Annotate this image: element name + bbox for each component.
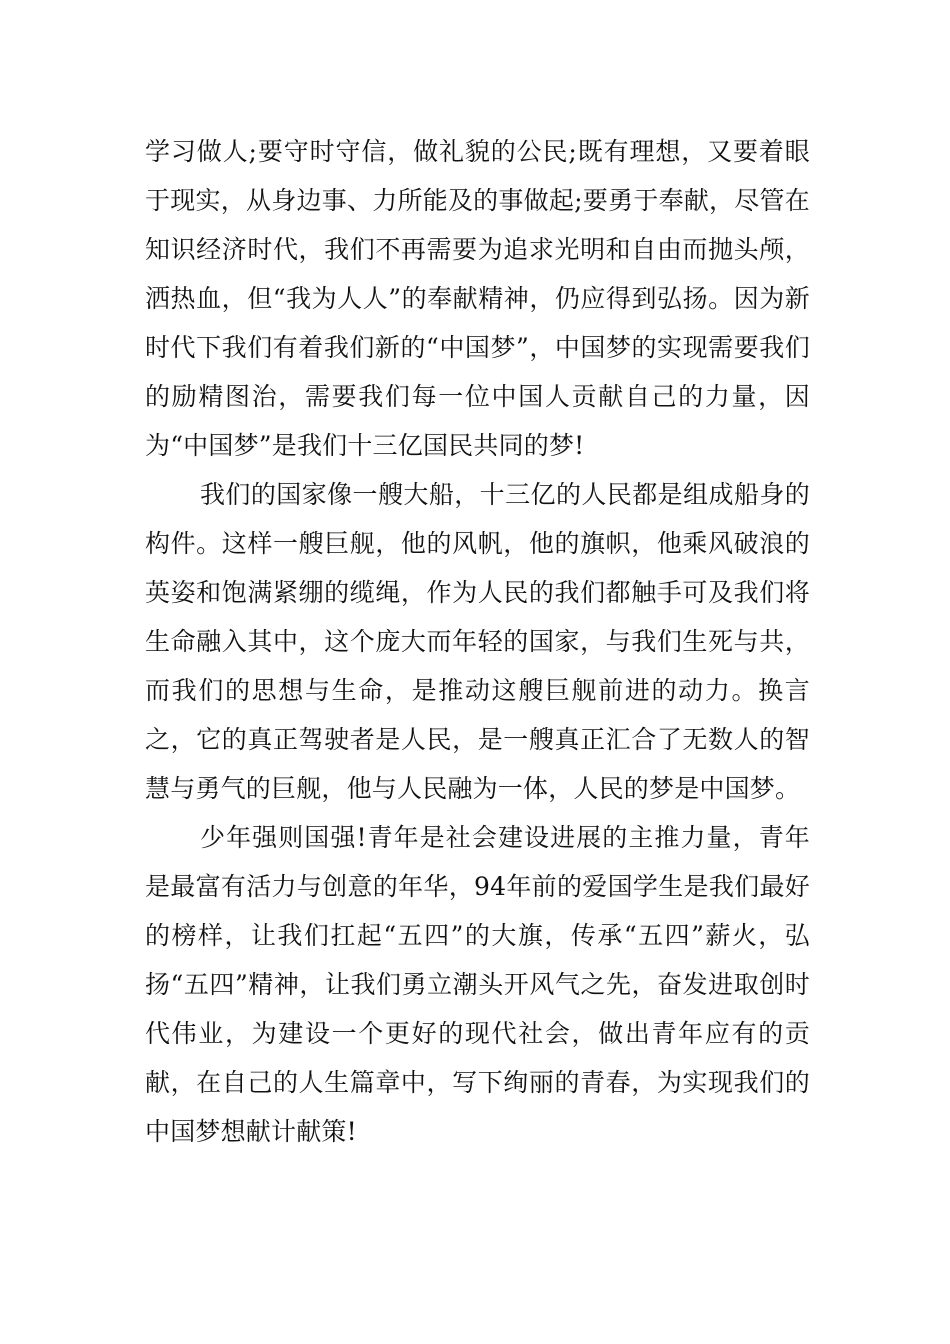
document-body [145,127,810,1156]
paragraph-1: 学习做人;要守时守信，做礼貌的公民;既有理想，又要着眼于现实，从身边事、力所能及的事做起;要勇于奉献，尽管在知识经济时代，我们不再需要为追求光明和自由而抛头颅，洒热血，但“我为人人”的奉献精神，仍应得到弘扬。因为新时代下我们有着我们新的“中国梦”，中国梦的实现需要我们的励精图治，需要我们每一位中国人贡献自己的力量，因为“中国梦”是我们十三亿国民共同的梦! [145,137,810,460]
paragraph-3: 少年强则国强!青年是社会建设进展的主推力量，青年是最富有活力与创意的年华，94年前的爱国学生是我们最好的榜样，让我们扛起“五四”的大旗，传承“五四”薪火，弘扬“五四”精神，让我们勇立潮头开风气之先，奋发进取创时代伟业，为建设一个更好的现代社会，做出青年应有的贡献，在自己的人生篇章中，写下绚丽的青春，为实现我们的中国梦想献计献策! [145,823,810,1146]
paragraph-2: 我们的国家像一艘大船，十三亿的人民都是组成船身的构件。这样一艘巨舰，他的风帆，他的旗帜，他乘风破浪的英姿和饱满紧绷的缆绳，作为人民的我们都触手可及我们将生命融入其中，这个庞大而年轻的国家，与我们生死与共，而我们的思想与生命，是推动这艘巨舰前进的动力。换言之，它的真正驾驶者是人民，是一艘真正汇合了无数人的智慧与勇气的巨舰，他与人民融为一体，人民的梦是中国梦。 [145,480,810,803]
